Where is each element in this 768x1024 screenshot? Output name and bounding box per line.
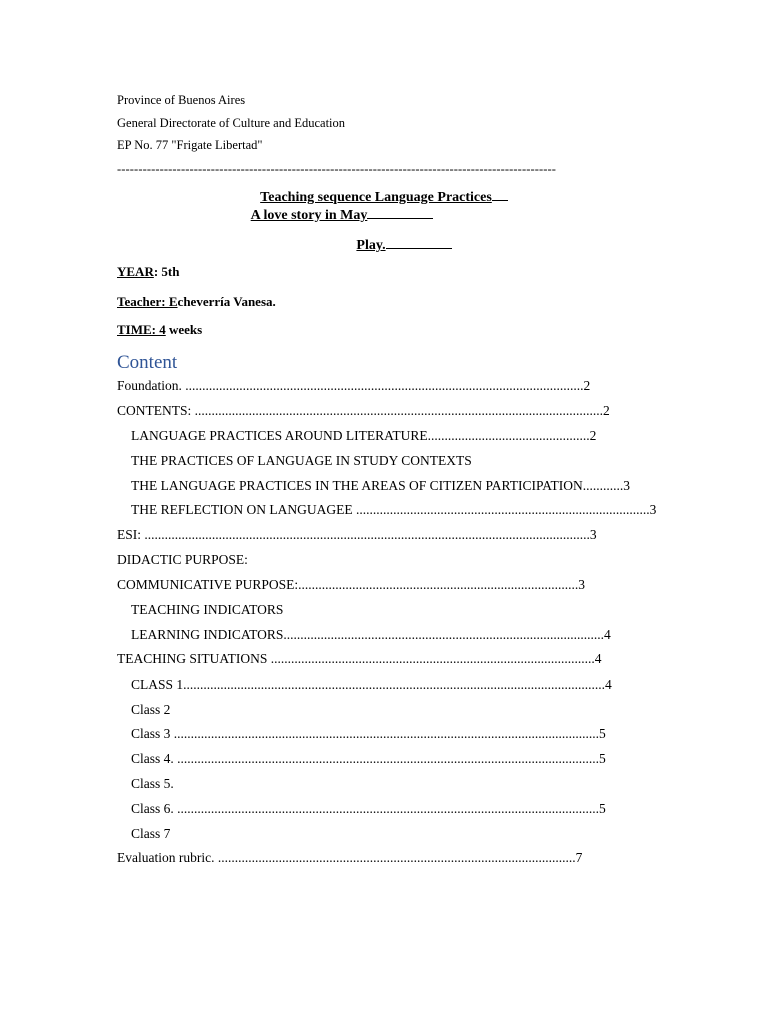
toc-leader-dots: .................................................................................................................................... xyxy=(144,527,590,542)
school-line: EP No. 77 "Frigate Libertad" xyxy=(117,138,263,152)
toc-entry-title: Class 3 xyxy=(131,726,174,741)
time-label: TIME: 4 xyxy=(117,322,166,337)
toc-page-number: 5 xyxy=(599,751,606,766)
toc-entry[interactable] xyxy=(131,602,283,618)
toc-page-number: 2 xyxy=(589,428,597,443)
toc-entry[interactable] xyxy=(117,378,590,394)
title-text-1: Teaching sequence Language Practices xyxy=(260,190,492,205)
toc-entry-title: COMMUNICATIVE PURPOSE: xyxy=(117,577,299,592)
year-line xyxy=(117,264,179,280)
toc-entry[interactable] xyxy=(131,453,472,469)
title-line-3 xyxy=(20,236,768,254)
toc-entry[interactable] xyxy=(131,776,174,792)
toc-entry-title: THE LANGUAGE PRACTICES IN THE AREAS OF CITIZEN PARTICIPATION xyxy=(131,478,583,493)
toc-entry[interactable] xyxy=(117,577,585,593)
toc-leader-dots: ................................................ xyxy=(427,428,590,443)
toc-entry[interactable] xyxy=(117,527,597,543)
toc-entry[interactable] xyxy=(117,651,602,667)
directorate-line: General Directorate of Culture and Education xyxy=(117,116,346,130)
year-value: : 5th xyxy=(153,264,180,279)
toc-page-number: 4 xyxy=(604,627,611,642)
toc-entry[interactable] xyxy=(131,702,170,718)
toc-entry-title: Foundation. xyxy=(117,378,186,393)
toc-page-number: 2 xyxy=(583,378,591,393)
toc-leader-dots: ......................................................................................................................... xyxy=(194,403,603,418)
toc-entry[interactable] xyxy=(131,801,606,817)
toc-entry-title: LEARNING INDICATORS xyxy=(131,627,284,642)
toc-entry-title: Class 6. xyxy=(131,801,178,816)
toc-page-number: 5 xyxy=(599,801,606,816)
title-line-1 xyxy=(0,188,768,206)
toc-page-number: 3 xyxy=(649,502,657,517)
toc-entry[interactable] xyxy=(131,826,170,842)
toc-entry-title: CLASS 1 xyxy=(131,677,184,692)
toc-entry-title: TEACHING SITUATIONS xyxy=(117,651,271,666)
toc-page-number: 5 xyxy=(599,726,606,741)
title-text-3: Play. xyxy=(356,238,386,253)
toc-entry[interactable] xyxy=(117,552,248,568)
toc-entry[interactable] xyxy=(117,403,610,419)
toc-leader-dots: ............ xyxy=(582,478,624,493)
toc-entry[interactable] xyxy=(131,478,630,494)
toc-entry[interactable] xyxy=(131,726,606,742)
toc-entry[interactable] xyxy=(117,850,582,866)
toc-entry-title: DIDACTIC PURPOSE: xyxy=(117,552,248,567)
province-line: Province of Buenos Aires xyxy=(117,93,246,107)
title-underline-fill-1 xyxy=(492,188,508,201)
toc-leader-dots: ................................................................................................ xyxy=(270,651,595,666)
toc-entry-title: THE REFLECTION ON LANGUAGEE xyxy=(131,502,356,517)
toc-page-number: 2 xyxy=(603,403,610,418)
toc-heading: Content xyxy=(117,352,178,373)
toc-entry[interactable] xyxy=(131,751,606,767)
teacher-value: cheverría Vanesa. xyxy=(177,294,276,309)
title-underline-fill-3 xyxy=(386,236,452,249)
toc-entry-title: THE PRACTICES OF LANGUAGE IN STUDY CONTEXTS xyxy=(131,453,472,468)
time-value: weeks xyxy=(165,322,203,337)
toc-leader-dots: ............................................................................................... xyxy=(283,627,605,642)
toc-leader-dots: ............................................................................................................................. xyxy=(177,801,600,816)
teacher-label: Teacher: E xyxy=(117,294,178,309)
toc-entry-title: ESI: xyxy=(117,527,145,542)
toc-leader-dots: ............................................................................................................................. xyxy=(177,751,600,766)
title-underline-fill-2 xyxy=(367,206,433,219)
toc-entry[interactable] xyxy=(131,627,611,643)
time-line xyxy=(117,322,202,338)
year-label: YEAR xyxy=(117,264,154,279)
toc-entry-title: Evaluation rubric. xyxy=(117,850,218,865)
title-line-2 xyxy=(0,206,726,224)
toc-page-number: 4 xyxy=(594,651,602,666)
toc-entry-title: Class 4. xyxy=(131,751,178,766)
toc-entry-title: LANGUAGE PRACTICES AROUND LITERATURE xyxy=(131,428,428,443)
toc-page-number: 4 xyxy=(605,677,612,692)
toc-entry-title: Class 2 xyxy=(131,702,171,717)
toc-entry-title: CONTENTS: xyxy=(117,403,195,418)
toc-leader-dots: .............................................................................................................................. xyxy=(173,726,600,741)
teacher-line xyxy=(117,294,276,310)
separator-rule: ------------------------------------------------------------------------------------------------------- xyxy=(117,162,557,176)
toc-page-number: 3 xyxy=(589,527,597,542)
toc-entry-title: Class 5. xyxy=(131,776,174,791)
toc-entry[interactable] xyxy=(131,677,612,693)
toc-entry-title: Class 7 xyxy=(131,826,171,841)
toc-leader-dots: ............................................................................................................................. xyxy=(183,677,606,692)
title-text-2: A love story in May xyxy=(250,208,368,223)
toc-entry[interactable] xyxy=(131,502,656,518)
toc-entry-title: TEACHING INDICATORS xyxy=(131,602,284,617)
toc-entry[interactable] xyxy=(131,428,596,444)
toc-page-number: 3 xyxy=(578,577,586,592)
toc-page-number: 3 xyxy=(623,478,630,493)
toc-page-number: 7 xyxy=(575,850,583,865)
toc-leader-dots: ....................................................................................... xyxy=(355,502,650,517)
toc-leader-dots: ...................................................................................................................... xyxy=(185,378,584,393)
toc-leader-dots: .......................................................................................................... xyxy=(217,850,576,865)
toc-leader-dots: ................................................................................... xyxy=(298,577,579,592)
